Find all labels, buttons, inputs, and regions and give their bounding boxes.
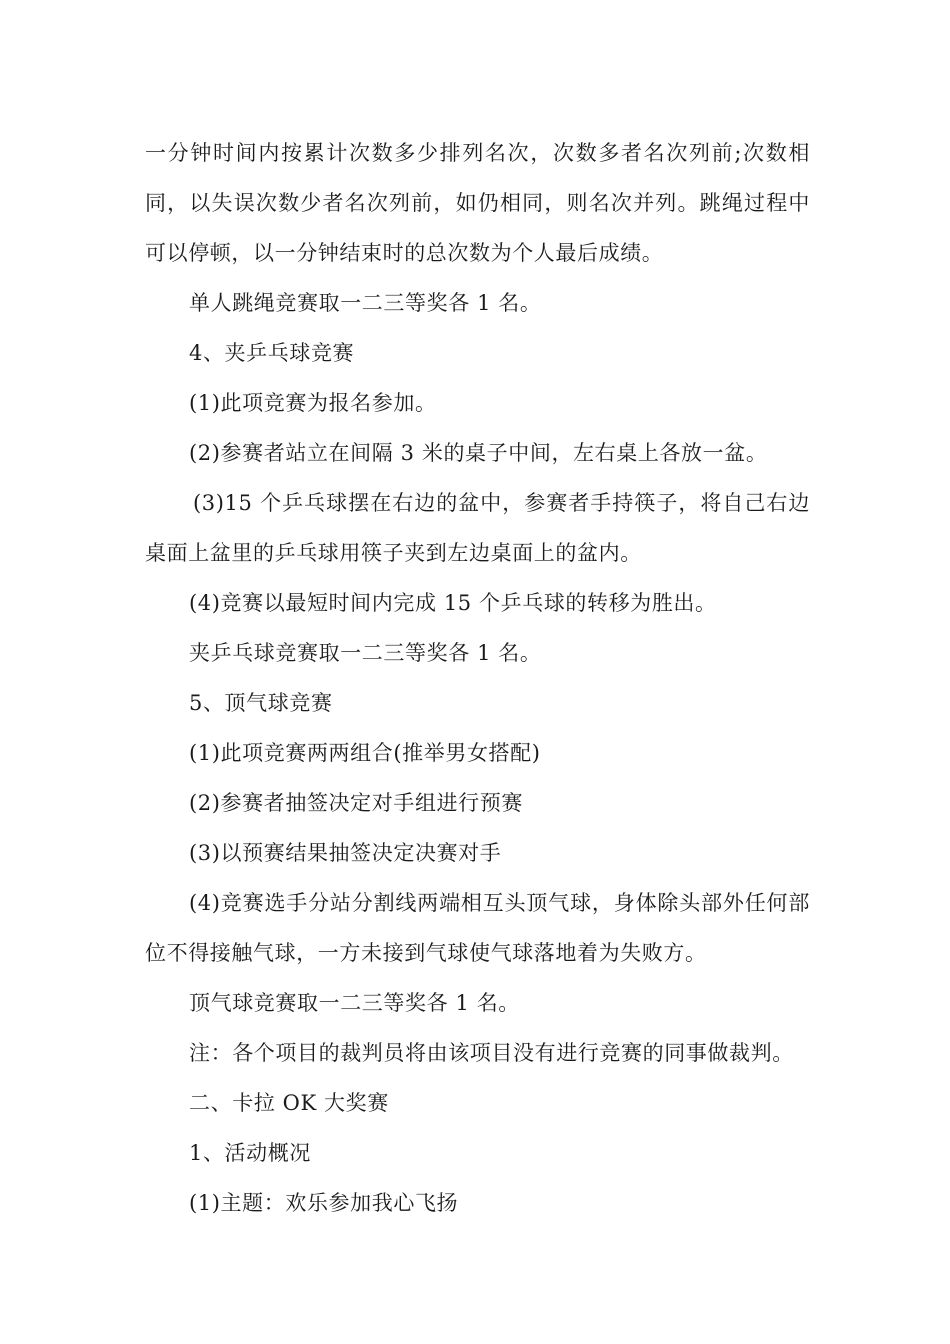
paragraph-balloon-rule-1: (1)此项竞赛两两组合(推举男女搭配) [189,741,541,765]
paragraph-balloon-rule-4: (4)竞赛选手分站分割线两端相互头顶气球，身体除头部外任何部位不得接触气球，一方未接到气球使气球落地着为失败方。 [145,891,810,965]
section-heading-karaoke: 二、卡拉 OK 大奖赛 [189,1091,389,1115]
paragraph-pingpong-rule-2: (2)参赛者站立在间隔 3 米的桌子中间，左右桌上各放一盆。 [189,441,768,465]
paragraph-balloon-prize: 顶气球竞赛取一二三等奖各 1 名。 [189,991,520,1015]
document-body [145,128,810,1228]
subsection-heading-overview: 1、活动概况 [189,1141,311,1165]
paragraph-pingpong-rule-1: (1)此项竞赛为报名参加。 [189,391,437,415]
paragraph-pingpong-prize: 夹乒乓球竞赛取一二三等奖各 1 名。 [189,641,542,665]
paragraph-rope-prize: 单人跳绳竞赛取一二三等奖各 1 名。 [189,291,542,315]
paragraph-referee-note: 注：各个项目的裁判员将由该项目没有进行竞赛的同事做裁判。 [189,1041,794,1065]
section-heading-pingpong: 4、夹乒乓球竞赛 [189,341,355,365]
paragraph-pingpong-rule-4: (4)竞赛以最短时间内完成 15 个乒乓球的转移为胜出。 [189,591,717,615]
paragraph-balloon-rule-2: (2)参赛者抽签决定对手组进行预赛 [189,791,523,815]
paragraph-theme: (1)主题：欢乐参加我心飞扬 [189,1191,459,1215]
paragraph-pingpong-rule-3: (3)15 个乒乓球摆在右边的盆中，参赛者手持筷子，将自己右边桌面上盆里的乒乓球用筷子夹到左边桌面上的盆内。 [145,491,810,565]
paragraph-balloon-rule-3: (3)以预赛结果抽签决定决赛对手 [189,841,502,865]
section-heading-balloon: 5、顶气球竞赛 [189,691,333,715]
paragraph-rope-rules: 一分钟时间内按累计次数多少排列名次，次数多者名次列前;次数相同，以失误次数少者名次列前，如仍相同，则名次并列。跳绳过程中可以停顿，以一分钟结束时的总次数为个人最后成绩。 [145,141,810,265]
